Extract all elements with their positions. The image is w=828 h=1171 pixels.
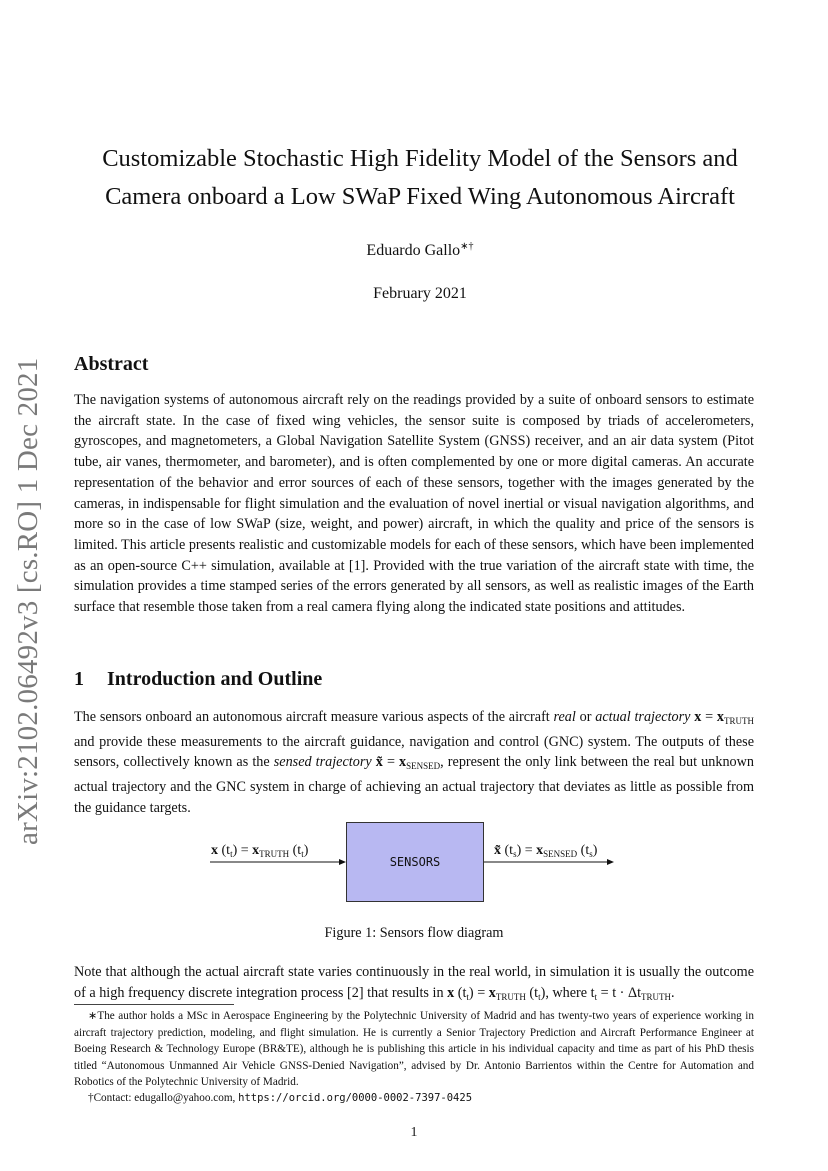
orcid-link[interactable]: https://orcid.org/0000-0002-7397-0425 bbox=[238, 1092, 473, 1104]
footnote-contact-label: †Contact: edugallo@yahoo.com, bbox=[88, 1092, 239, 1104]
author-name: Eduardo Gallo bbox=[366, 242, 461, 259]
figure-caption: Figure 1: Sensors flow diagram bbox=[324, 925, 504, 941]
sensors-box bbox=[346, 822, 484, 902]
note-math-truth-2: TRUTH bbox=[641, 991, 672, 1002]
intro-paragraph: The sensors onboard an autonomous aircraft measure various aspects of the aircraft real or actual trajectory $x = x_{TRUTH}$ and provide these measurements to the aircraft guidance, navigation and control (GNC) system. The outputs of these sensors, collectively known as the sensed trajectory x̃ = $x_{SENSED}$, represent the only link between the real but unknown actual trajectory and the GNC system in charge of achieving an actual trajectory that deviates as little as possible from the guidance targets. bbox=[74, 709, 754, 816]
abstract-body: The navigation systems of autonomous aircraft rely on the readings provided by a suite of onboard sensors to estimate the aircraft state. In the case of fixed wing vehicles, the sensor suite is composed by triads of accelerometers, gyroscopes, and magnetometers, a Global Navigation Satellite System (GNSS) receiver, and an air data system (Pitot tube, air vanes, thermometer, and barometer), and is often complemented by one or more digital cameras. An accurate representation of the behavior and error sources of each of these sensors, together with the images generated by the cameras, in indispensable for flight simulation and the evaluation of novel inertial or visual navigation algorithms, and more so in the case of low SWaP (size, weight, and power) aircraft, in which the quality and price of the sensors is limited. This article presents realistic and customizable models for each of these sensors, which have been implemented as an open-source C++ simulation, available at [1]. Provided with the true variation of the aircraft state with time, the simulation provides a time stamped series of the errors generated by all sensors, as well as realistic images of the Earth surface that resemble those taken from a real camera flying along the indicated state positions and attitudes. bbox=[74, 392, 754, 616]
diagram-output-label: x̃ $(t_s) = x_{SENSED}$ $(t_s)$ bbox=[494, 843, 598, 859]
intro-italic-actual: actual trajectory bbox=[595, 709, 691, 725]
intro-text-4: , represent the only link between the real but unknown actual trajectory and the GNC system in charge of achieving an actual trajectory that deviates as little as possible from the guidance targets. bbox=[74, 754, 754, 816]
intro-math-truth: TRUTH bbox=[724, 716, 754, 726]
diagram-output-sensed: SENSED bbox=[543, 849, 578, 859]
title-line-1: Customizable Stochastic High Fidelity Model of the Sensors and bbox=[102, 145, 738, 172]
abstract-heading: Abstract bbox=[74, 353, 149, 375]
intro-italic-real: real bbox=[553, 709, 576, 725]
page-number: 1 bbox=[410, 1125, 418, 1140]
intro-italic-sensed: sensed trajectory bbox=[273, 754, 372, 771]
intro-text-3: and provide these measurements to the aircraft guidance, navigation and control (GNC) system. The outputs of these sensors, collectively known as the bbox=[74, 733, 754, 771]
section-number: 1 bbox=[74, 668, 84, 690]
title-line-2: Camera onboard a Low SWaP Fixed Wing Autonomous Aircraft bbox=[105, 183, 735, 210]
footnote-rule bbox=[74, 1004, 234, 1005]
author-footnote-marks: ∗† bbox=[460, 241, 474, 252]
footnote-contact bbox=[74, 1090, 768, 1107]
footnote-author: ∗The author holds a MSc in Aerospace Engineering by the Polytechnic University of Madrid and has twenty-two years of experience working in aircraft trajectory prediction, modeling, and flight simulation. He is currently a Senior Trajectory Prediction and Aircraft Performance Engineer at Boeing Research & Technology Europe (BR&TE), although he is publishing this article in his individual capacity and time as part of his PhD thesis titled “Autonomous Unmanned Air Vehicle GNSS-Denied Navigation”, advised by Dr. Antonio Barrientos within the Centre for Automation and Robotics of the Polytechnic University of Madrid. bbox=[74, 1010, 754, 1088]
author bbox=[60, 241, 780, 260]
paper-title bbox=[60, 140, 780, 216]
section-title: Introduction and Outline bbox=[107, 668, 323, 690]
note-text-1: Note that although the actual aircraft state varies continuously in the real world, in simulation it is usually the outcome of a high frequency discrete integration process [2] that results in bbox=[74, 964, 754, 1001]
note-end: . bbox=[671, 984, 675, 1001]
intro-text-1: The sensors onboard an autonomous aircraft measure various aspects of the aircraft bbox=[74, 709, 554, 725]
section-heading bbox=[74, 668, 322, 691]
input-arrowhead bbox=[339, 859, 346, 865]
intro-math-sensed: SENSED bbox=[406, 761, 441, 772]
sensors-box-label: SENSORS bbox=[389, 855, 441, 869]
output-arrowhead bbox=[607, 859, 614, 865]
arxiv-identifier: arXiv:2102.06492v3 [cs.RO] 1 Dec 2021 bbox=[12, 357, 44, 845]
diagram-input-label: x $(t_t) = x_{TRUTH}$ $(t_t)$ bbox=[211, 843, 309, 859]
paper-date: February 2021 bbox=[373, 285, 467, 302]
note-math-truth-1: TRUTH bbox=[495, 991, 526, 1002]
note-text-2: , where bbox=[545, 984, 591, 1001]
diagram-input-truth: TRUTH bbox=[259, 849, 290, 859]
intro-text-2: or bbox=[575, 709, 596, 725]
note-paragraph: Note that although the actual aircraft state varies continuously in the real world, in simulation it is usually the outcome of a high frequency discrete integration process [2] that results in x $(t_t) = x_{TRUTH}$ $(t_t)$, where $t_t = t \cdot \Delta t_{TRUTH}$. bbox=[74, 964, 754, 1002]
